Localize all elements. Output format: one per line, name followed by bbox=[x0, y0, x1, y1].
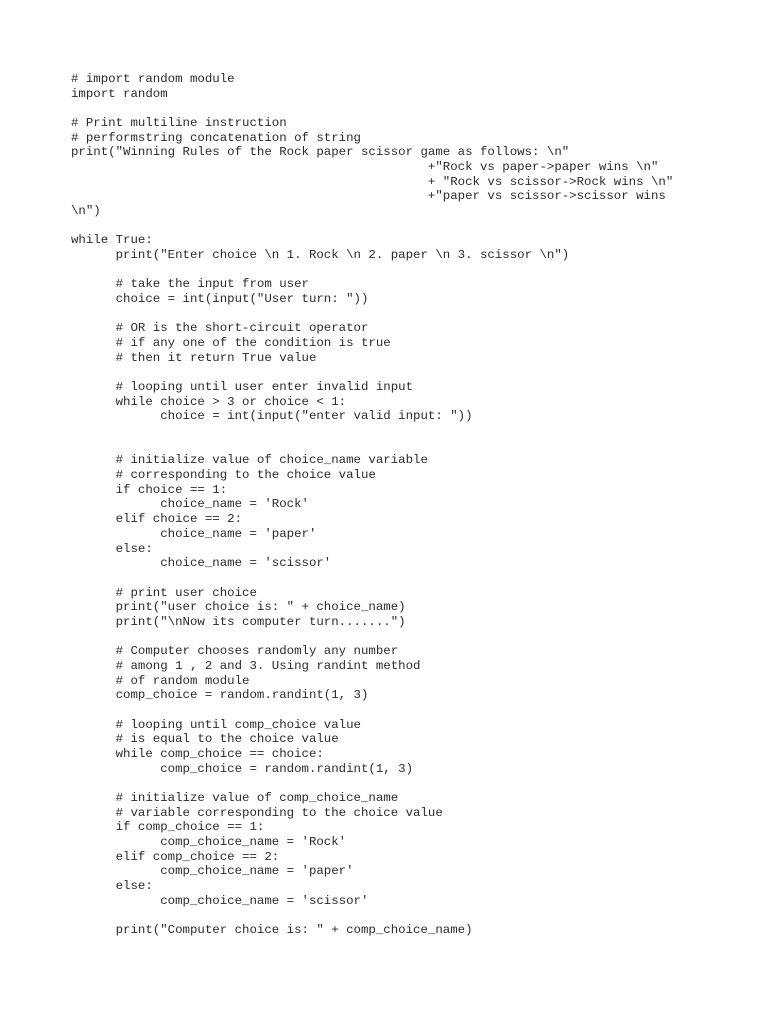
code-line bbox=[71, 703, 731, 718]
code-line: # then it return True value bbox=[71, 350, 317, 365]
code-line: print("Winning Rules of the Rock paper scissor game as follows: \n" bbox=[71, 145, 570, 160]
code-line: # import random module bbox=[71, 72, 235, 86]
code-line: print("\nNow its computer turn.......") bbox=[71, 614, 406, 629]
code-line: \n") bbox=[71, 204, 101, 219]
code-line: while True: bbox=[71, 233, 153, 248]
code-line: +"Rock vs paper->paper wins \n" bbox=[71, 160, 659, 175]
code-line: comp_choice = random.randint(1, 3) bbox=[71, 688, 369, 703]
code-line: print("Enter choice \n 1. Rock \n 2. paper \n 3. scissor \n") bbox=[71, 248, 570, 263]
code-line: # initialize value of choice_name variable bbox=[71, 453, 428, 468]
code-line: while comp_choice == choice: bbox=[71, 746, 324, 761]
code-line: else: bbox=[71, 878, 153, 893]
code-line bbox=[71, 439, 731, 454]
code-line: # print user choice bbox=[71, 585, 257, 600]
code-line: # is equal to the choice value bbox=[71, 732, 339, 747]
code-line: +"paper vs scissor->scissor wins bbox=[71, 189, 666, 204]
code-line: elif choice == 2: bbox=[71, 512, 243, 527]
code-line: print("user choice is: " + choice_name) bbox=[71, 600, 406, 615]
code-line: comp_choice_name = 'scissor' bbox=[71, 893, 369, 908]
code-line bbox=[71, 908, 731, 923]
code-line: # corresponding to the choice value bbox=[71, 468, 376, 483]
code-line bbox=[71, 630, 731, 645]
code-line: + "Rock vs scissor->Rock wins \n" bbox=[71, 174, 674, 189]
code-line: # variable corresponding to the choice value bbox=[71, 805, 443, 820]
code-line: # looping until user enter invalid input bbox=[71, 380, 414, 395]
code-line bbox=[71, 219, 731, 234]
code-line: choice_name = 'Rock' bbox=[71, 497, 309, 512]
code-line: # initialize value of comp_choice_name bbox=[71, 790, 399, 805]
code-line: choice = int(input("enter valid input: ")) bbox=[71, 409, 473, 424]
code-line: print("Computer choice is: " + comp_choice_name) bbox=[71, 922, 473, 937]
code-line: # looping until comp_choice value bbox=[71, 717, 361, 732]
code-line: if comp_choice == 1: bbox=[71, 820, 265, 835]
code-line bbox=[71, 307, 731, 322]
code-listing bbox=[71, 72, 731, 938]
code-line: # Computer chooses randomly any number bbox=[71, 644, 399, 659]
code-line: # performstring concatenation of string bbox=[71, 130, 361, 145]
code-line: # if any one of the condition is true bbox=[71, 336, 391, 351]
code-line bbox=[71, 365, 731, 380]
code-line bbox=[71, 263, 731, 278]
document-page bbox=[71, 72, 731, 938]
code-line: elif comp_choice == 2: bbox=[71, 849, 280, 864]
code-line: # of random module bbox=[71, 673, 250, 688]
code-line bbox=[71, 424, 731, 439]
code-line: if choice == 1: bbox=[71, 482, 228, 497]
code-line: # take the input from user bbox=[71, 277, 309, 292]
code-line: while choice > 3 or choice < 1: bbox=[71, 394, 347, 409]
code-line bbox=[71, 776, 731, 791]
code-line: choice = int(input("User turn: ")) bbox=[71, 292, 369, 307]
code-line bbox=[71, 571, 731, 586]
code-line: # among 1 , 2 and 3. Using randint method bbox=[71, 658, 421, 673]
code-line: choice_name = 'paper' bbox=[71, 526, 317, 541]
code-line: comp_choice_name = 'paper' bbox=[71, 864, 354, 879]
code-line: comp_choice = random.randint(1, 3) bbox=[71, 761, 414, 776]
code-line: import random bbox=[71, 86, 168, 101]
code-line bbox=[71, 101, 731, 116]
code-line: # Print multiline instruction bbox=[71, 116, 287, 131]
code-line: comp_choice_name = 'Rock' bbox=[71, 834, 347, 849]
code-line: # OR is the short-circuit operator bbox=[71, 321, 369, 336]
code-line: choice_name = 'scissor' bbox=[71, 556, 332, 571]
code-line: else: bbox=[71, 541, 153, 556]
